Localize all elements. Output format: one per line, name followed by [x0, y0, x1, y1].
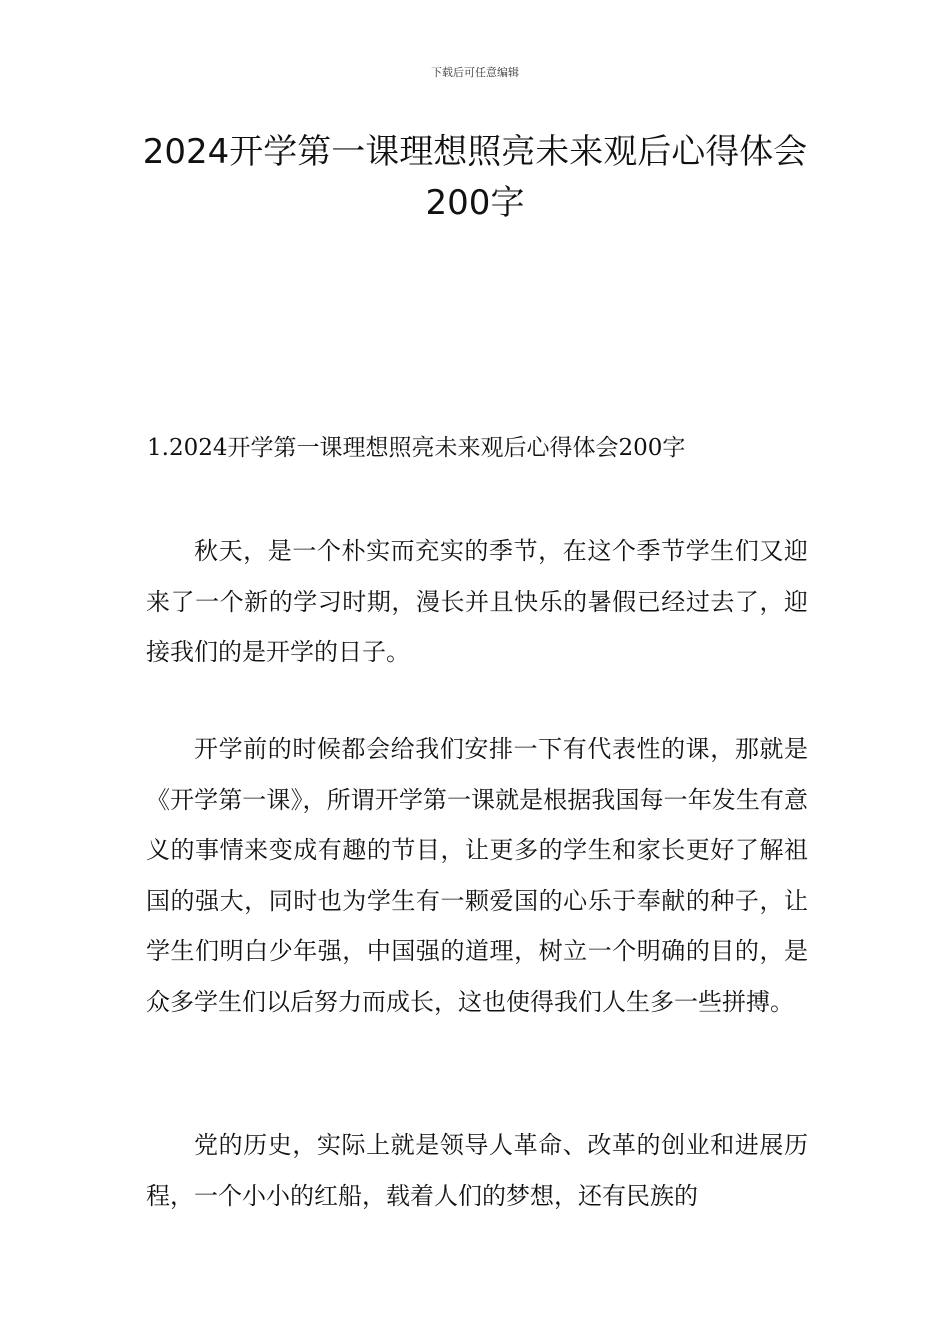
paragraph-2: 开学前的时候都会给我们安排一下有代表性的课，那就是《开学第一课》，所谓开学第一课就是根据我国每一年发生有意义的事情来变成有趣的节目，让更多的学生和家长更好了解祖国的强大，同时也为学生有一颗爱国的心乐于奉献的种子，让学生们明白少年强，中国强的道理，树立一个明确的目的，是众多学生们以后努力而成长，这也使得我们人生多一些拼搏。 — [146, 735, 808, 1016]
header-note: 下载后可任意编辑 — [431, 66, 519, 79]
paragraph-3: 党的历史，实际上就是领导人革命、改革的创业和进展历程，一个小小的红船，载着人们的梦想，还有民族的 — [146, 1131, 808, 1210]
section-heading: 1.2024开学第一课理想照亮未来观后心得体会200字 — [147, 435, 686, 461]
paragraph-1: 秋天，是一个朴实而充实的季节，在这个季节学生们又迎来了一个新的学习时期，漫长并且快乐的暑假已经过去了，迎接我们的是开学的日子。 — [146, 537, 808, 666]
document-title: 2024开学第一课理想照亮未来观后心得体会200字 — [142, 132, 808, 223]
